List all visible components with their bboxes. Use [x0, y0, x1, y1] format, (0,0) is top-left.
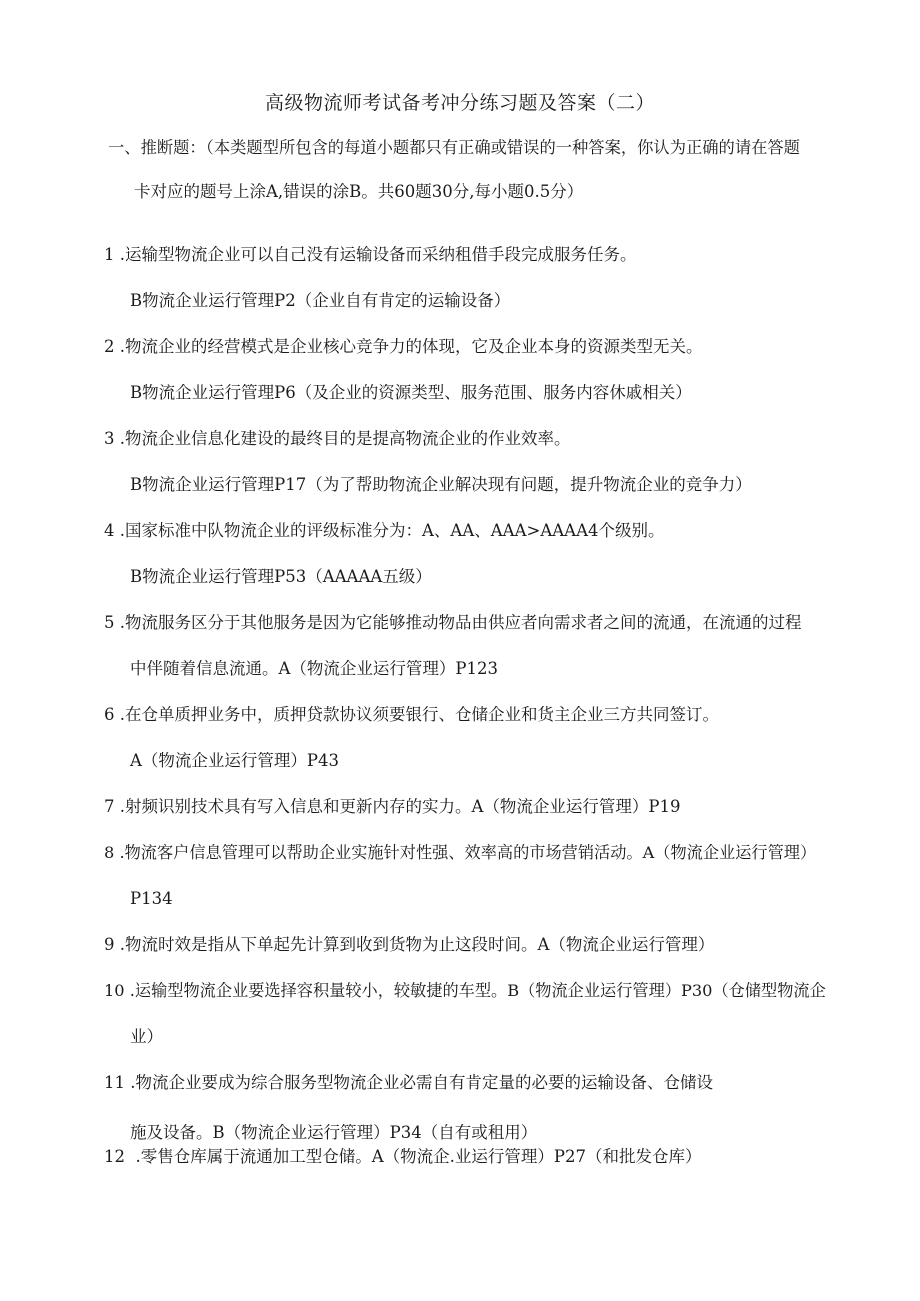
question-number: 4: [104, 521, 115, 540]
question-11-cont: 施及设备。B（物流企业运行管理）P34（自有或租用）: [130, 1123, 538, 1142]
question-text: 物流企业信息化建设的最终目的是提高物流企业的作业效率。: [125, 429, 571, 448]
question-number: 5: [104, 613, 115, 632]
question-number: 6: [104, 705, 115, 724]
question-7: 7 .射频识别技术具有写入信息和更新内存的实力。A（物流企业运行管理）P19: [104, 797, 681, 816]
question-5-cont: 中伴随着信息流通。A（物流企业运行管理）P123: [130, 659, 499, 678]
question-12: 12 .零售仓库属于流通加工型仓储。A（物流企.业运行管理）P27（和批发仓库）: [104, 1147, 702, 1166]
question-number: 1: [104, 245, 115, 264]
question-8: 8 .物流客户信息管理可以帮助企业实施针对性强、效率高的市场营销活动。A（物流企业运行管理）: [104, 843, 817, 862]
document-title: 高级物流师考试备考冲分练习题及答案（二）: [264, 92, 655, 114]
question-number: 11: [104, 1073, 125, 1092]
question-number: 8: [104, 843, 115, 862]
question-5: 5 .物流服务区分于其他服务是因为它能够推动物品由供应者向需求者之间的流通，在流通的过程: [104, 613, 802, 632]
question-text: 国家标准中队物流企业的评级标准分为：A、AA、AAA>AAAA4个级别。: [125, 521, 665, 540]
question-text: 在仓单质押业务中，质押贷款协议须要银行、仓储企业和货主企业三方共同签订。: [125, 705, 719, 724]
answer-4: B物流企业运行管理P53（AAAAA五级）: [130, 567, 432, 586]
question-number: 3: [104, 429, 115, 448]
answer-6: A（物流企业运行管理）P43: [130, 751, 340, 770]
answer-3: B物流企业运行管理P17（为了帮助物流企业解决现有问题，提升物流企业的竞争力）: [130, 475, 752, 494]
answer-1: B物流企业运行管理P2（企业自有肯定的运输设备）: [130, 291, 511, 310]
question-number: 7: [104, 797, 115, 816]
question-text: 物流企业的经营模式是企业核心竞争力的体现，它及企业本身的资源类型无关。: [125, 337, 703, 356]
question-text: 物流客户信息管理可以帮助企业实施针对性强、效率高的市场营销活动。A（物流企业运行管理）: [124, 843, 817, 862]
question-text: 物流企业要成为综合服务型物流企业必需自有肯定量的必要的运输设备、仓储设: [135, 1073, 713, 1092]
question-number: 12: [104, 1147, 125, 1166]
section-heading: 一、推断题：（本类题型所包含的每道小题都只有正确或错误的一种答案，你认为正确的请在答题: [108, 138, 800, 157]
answer-2: B物流企业运行管理P6（及企业的资源类型、服务范围、服务内容休戚相关）: [130, 383, 692, 402]
section-heading-cont: 卡对应的题号上涂A,错误的涂B。共60题30分,每小题0.5分）: [134, 182, 584, 201]
question-1: 1 .运输型物流企业可以自己没有运输设备而采纳租借手段完成服务任务。: [104, 245, 637, 264]
question-text: 物流时效是指从下单起先计算到收到货物为止这段时间。A（物流企业运行管理）: [125, 935, 715, 954]
question-10-cont: 业）: [130, 1027, 163, 1046]
question-text: 零售仓库属于流通加工型仓储。A（物流企.业运行管理）P27（和批发仓库）: [140, 1147, 702, 1166]
question-number: 10: [104, 981, 125, 1000]
question-text: 运输型物流企业要选择容积量较小，较敏捷的车型。B（物流企业运行管理）P30（仓储型物流企: [134, 981, 826, 1000]
question-number: 9: [104, 935, 115, 954]
question-text: 运输型物流企业可以自己没有运输设备而采纳租借手段完成服务任务。: [125, 245, 637, 264]
question-6: 6 .在仓单质押业务中，质押贷款协议须要银行、仓储企业和货主企业三方共同签订。: [104, 705, 719, 724]
question-number: 2: [104, 337, 115, 356]
question-2: 2 .物流企业的经营模式是企业核心竞争力的体现，它及企业本身的资源类型无关。: [104, 337, 703, 356]
question-3: 3 .物流企业信息化建设的最终目的是提高物流企业的作业效率。: [104, 429, 571, 448]
question-11: 11 .物流企业要成为综合服务型物流企业必需自有肯定量的必要的运输设备、仓储设: [104, 1073, 713, 1092]
question-text: 射频识别技术具有写入信息和更新内存的实力。A（物流企业运行管理）P19: [125, 797, 681, 816]
question-text: 物流服务区分于其他服务是因为它能够推动物品由供应者向需求者之间的流通，在流通的过程: [125, 613, 802, 632]
question-10: 10 .运输型物流企业要选择容积量较小，较敏捷的车型。B（物流企业运行管理）P30（仓储型物流企: [104, 981, 826, 1000]
question-8-cont: P134: [130, 889, 173, 908]
question-4: 4 .国家标准中队物流企业的评级标准分为：A、AA、AAA>AAAA4个级别。: [104, 521, 665, 540]
question-9: 9 .物流时效是指从下单起先计算到收到货物为止这段时间。A（物流企业运行管理）: [104, 935, 715, 954]
